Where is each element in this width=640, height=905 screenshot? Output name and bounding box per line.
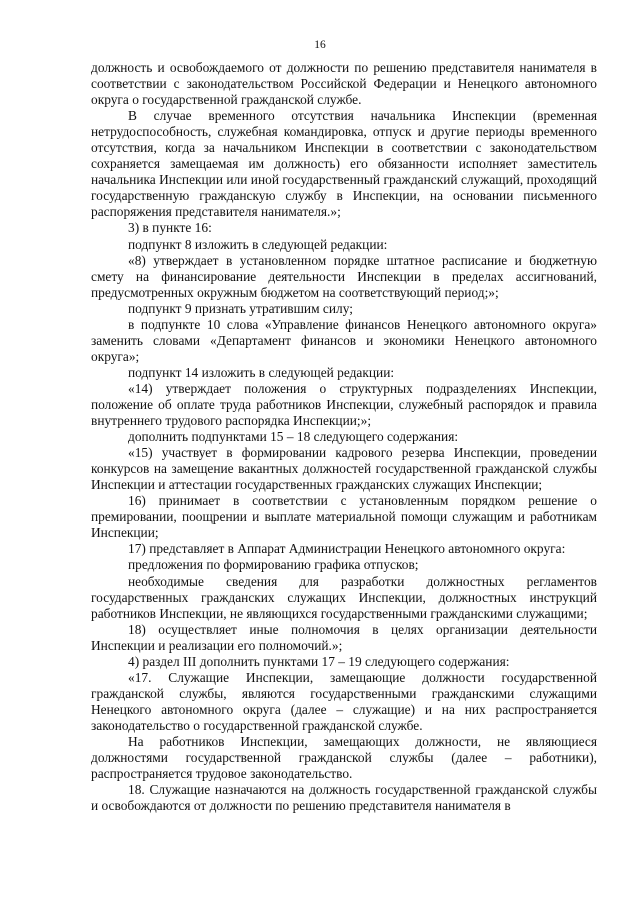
paragraph: подпункт 8 изложить в следующей редакции: — [128, 236, 388, 252]
paragraph: 16) принимает в соответствии с установленным порядком решение о премировании, поощрении и выплате материальной помощи служащим и работникам Инспекции; — [91, 493, 597, 541]
paragraph: должность и освобождаемого от должности по решению представителя нанимателя в соответствии с законодательством Российской Федерации и Ненецкого автономного округа о государственной гражданской службе. — [91, 60, 597, 108]
paragraph: «14) утверждает положения о структурных подразделениях Инспекции, положение об оплате труда работников Инспекции, служебный распорядок и правила внутреннего трудового распорядка Инспекции;»; — [91, 380, 597, 429]
paragraph: «17. Служащие Инспекции, замещающие должности государственной гражданской службы, являются государственными гражданскими служащими Ненецкого автономного округа (далее – служащие) и на них распространяется законодательство о государственной гражданской службе. — [91, 669, 597, 733]
paragraph: предложения по формированию графика отпусков; — [128, 557, 419, 573]
paragraph: подпункт 14 изложить в следующей редакции: — [128, 364, 395, 380]
paragraph: 18) осуществляет иные полномочия в целях организации деятельности Инспекции и реализации его полномочий.»; — [91, 621, 597, 653]
paragraph: В случае временного отсутствия начальника Инспекции (временная нетрудоспособность, служебная командировка, отпуск и другие периоды временного отсутствия, когда за начальником Инспекции в соответствии с законодательством сохраняется замещаемая им должность) его обязанности исполняет заместитель начальника Инспекции или иной государственный гражданский служащий, проходящий государственную гражданскую службу в Инспекции, на основании письменного распоряжения представителя нанимателя.»; — [91, 108, 597, 220]
paragraph: «8) утверждает в установленном порядке штатное расписание и бюджетную смету на финансирование деятельности Инспекции в пределах ассигнований, предусмотренных окружным бюджетом на соответствующий период;»; — [91, 252, 597, 300]
page-number: 16 — [314, 39, 326, 51]
paragraph: 3) в пункте 16: — [128, 220, 212, 236]
paragraph: «15) участвует в формировании кадрового резерва Инспекции, проведении конкурсов на замещение вакантных должностей государственной гражданской службы Инспекции и аттестации государственных гражданских служащих Инспекции; — [91, 445, 597, 493]
paragraph: необходимые сведения для разработки должностных регламентов государственных гражданских служащих Инспекции, должностных инструкций работников Инспекции, не являющихся государственными гражданскими служащими; — [91, 573, 597, 621]
document-body — [91, 60, 597, 814]
paragraph: 18. Служащие назначаются на должность государственной гражданской службы и освобождаются от должности по решению представителя нанимателя в — [91, 782, 597, 814]
paragraph: дополнить подпунктами 15 – 18 следующего содержания: — [128, 429, 459, 445]
paragraph: На работников Инспекции, замещающих должности, не являющиеся должностями государственной гражданской службы (далее – работники), распространяется трудовое законодательство. — [91, 733, 597, 782]
paragraph: в подпункте 10 слова «Управление финансов Ненецкого автономного округа» заменить словами «Департамент финансов и экономики Ненецкого автономного округа»; — [91, 316, 597, 364]
paragraph: 4) раздел III дополнить пунктами 17 – 19 следующего содержания: — [128, 653, 510, 669]
paragraph: подпункт 9 признать утратившим силу; — [128, 300, 353, 316]
paragraph: 17) представляет в Аппарат Администрации Ненецкого автономного округа: — [128, 541, 566, 557]
